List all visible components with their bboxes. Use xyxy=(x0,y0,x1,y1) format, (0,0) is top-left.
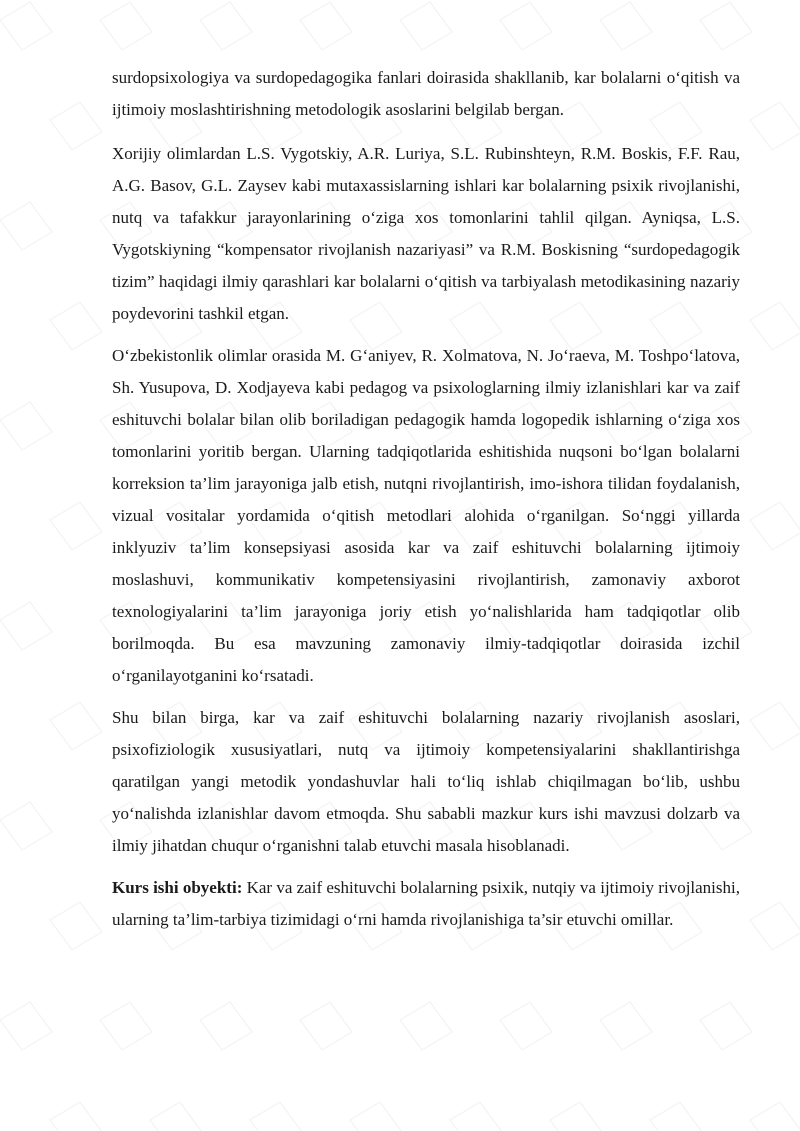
watermark-shape xyxy=(200,1002,252,1050)
watermark-shape xyxy=(700,2,752,50)
watermark-shape xyxy=(750,502,800,550)
watermark-shape xyxy=(0,1002,52,1050)
watermark-shape xyxy=(50,102,102,150)
watermark-shape xyxy=(150,1102,202,1131)
watermark-shape xyxy=(300,1002,352,1050)
watermark-shape xyxy=(50,302,102,350)
paragraph-1: surdopsixologiya va surdopedagogika fanlari doirasida shakllanib, kar bolalarni o‘qitish va ijtimoiy moslashtirishning metodologik asoslarini belgilab bergan. xyxy=(112,68,740,119)
watermark-shape xyxy=(500,1002,552,1050)
object-text: Kar va zaif eshituvchi bolalarning psixik, nutqiy va ijtimoiy rivojlanishi, ularning ta’lim-tarbiya tizimidagi o‘rni hamda rivojlanishiga ta’sir etuvchi omillar. xyxy=(112,878,740,929)
watermark-shape xyxy=(100,2,152,50)
watermark-shape xyxy=(750,702,800,750)
watermark-shape xyxy=(50,1102,102,1131)
watermark-shape xyxy=(750,902,800,950)
watermark-shape xyxy=(0,802,52,850)
watermark-shape xyxy=(200,2,252,50)
document-body xyxy=(112,62,740,946)
watermark-shape xyxy=(400,1002,452,1050)
paragraph-3: O‘zbekistonlik olimlar orasida M. G‘aniyev, R. Xolmatova, N. Jo‘raeva, M. Toshpo‘latova, Sh. Yusupova, D. Xodjayeva kabi pedagog va psixologlarning ilmiy izlanishlari kar va zaif eshituvchi bolalar bilan olib boriladigan pedagogik hamda logopedik ishlarning o‘ziga xos tomonlarini yoritib bergan. Ularning tadqiqotlarida eshitishida nuqsoni bo‘lgan bolalarni korreksion ta’lim jarayoniga jalb etish, nutqni rivojlantirish, imo-ishora tilidan foydalanish, vizual vositalar yordamida o‘qitish metodlari alohida o‘rganilgan. So‘nggi yillarda inklyuziv ta’lim konsepsiyasi asosida kar va zaif eshituvchi bolalarning ijtimoiy moslashuvi, kommunikativ kompetensiyasini rivojlantirish, zamonaviy axborot texnologiyalarini ta’lim jarayoniga joriy etish yo‘nalishlarida ham tadqiqotlar olib borilmoqda. Bu esa mavzuning zamonaviy ilmiy-tadqiqotlar doirasida izchil o‘rganilayotganini ko‘rsatadi. xyxy=(112,346,740,685)
object-paragraph xyxy=(112,872,740,936)
watermark-shape xyxy=(700,1002,752,1050)
watermark-shape xyxy=(0,602,52,650)
watermark-shape xyxy=(750,1102,800,1131)
watermark-shape xyxy=(750,102,800,150)
watermark-shape xyxy=(500,2,552,50)
paragraph-4: Shu bilan birga, kar va zaif eshituvchi bolalarning nazariy rivojlanish asoslari, psixofiziologik xususiyatlari, nutq va ijtimoiy kompetensiyalarini shakllantirishga qaratilgan yangi metodik yondashuvlar hali to‘liq ishlab chiqilmagan bo‘lib, ushbu yo‘nalishda izlanishlar davom etmoqda. Shu sababli mazkur kurs ishi mavzusi dolzarb va ilmiy jihatdan chuqur o‘rganishni talab etuvchi masala hisoblanadi. xyxy=(112,708,740,855)
watermark-shape xyxy=(400,2,452,50)
watermark-shape xyxy=(550,1102,602,1131)
watermark-shape xyxy=(600,2,652,50)
watermark-shape xyxy=(250,1102,302,1131)
watermark-shape xyxy=(750,302,800,350)
paragraph-2: Xorijiy olimlardan L.S. Vygotskiy, A.R. Luriya, S.L. Rubinshteyn, R.M. Boskis, F.F. Rau, A.G. Basov, G.L. Zaysev kabi mutaxassislarning ishlari kar bolalarning psixik rivojlanishi, nutq va tafakkur jarayonlarining o‘ziga xos tomonlarini tahlil qilgan. Ayniqsa, L.S. Vygotskiyning “kompensator rivojlanish nazariyasi” va R.M. Boskisning “surdopedagogik tizim” haqidagi ilmiy qarashlari kar bolalarni o‘qitish va tarbiyalash metodikasining nazariy poydevorini tashkil etgan. xyxy=(112,144,740,323)
watermark-shape xyxy=(0,402,52,450)
watermark-shape xyxy=(600,1002,652,1050)
watermark-shape xyxy=(0,202,52,250)
watermark-shape xyxy=(300,2,352,50)
watermark-shape xyxy=(450,1102,502,1131)
watermark-shape xyxy=(100,1002,152,1050)
watermark-shape xyxy=(0,2,52,50)
watermark-shape xyxy=(350,1102,402,1131)
watermark-shape xyxy=(650,1102,702,1131)
watermark-shape xyxy=(50,702,102,750)
watermark-shape xyxy=(50,502,102,550)
watermark-shape xyxy=(50,902,102,950)
object-label: Kurs ishi obyekti: xyxy=(112,878,243,897)
